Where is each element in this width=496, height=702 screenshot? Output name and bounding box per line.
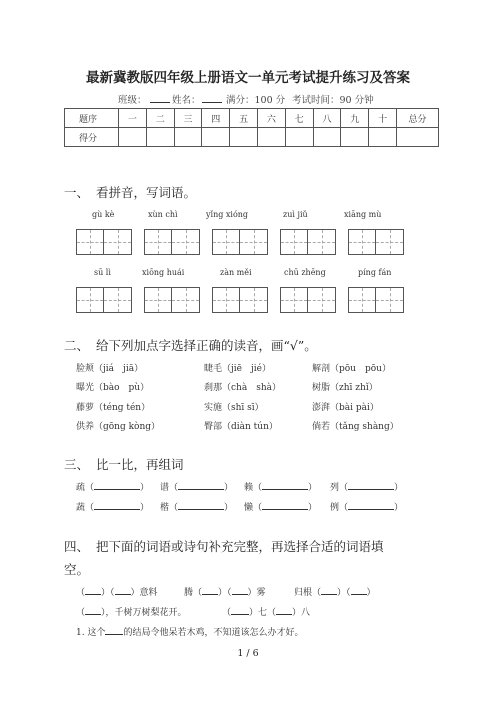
text: ）	[366, 588, 376, 598]
reading-choice[interactable]: 刹那（chà shà）	[204, 383, 281, 393]
text: （	[76, 608, 86, 618]
class-label: 班级：	[118, 95, 147, 106]
score-header-cell: 十	[369, 109, 397, 128]
full-score: 满分：100 分	[226, 95, 286, 106]
text: ）意料	[130, 588, 158, 598]
close-paren: ）	[140, 483, 150, 493]
compare-item	[330, 480, 403, 493]
reading-choice[interactable]: 睫毛（jiē jié）	[204, 364, 271, 374]
section4-title-cont: 空。	[64, 562, 90, 577]
pinyin-label: zàn měi	[220, 268, 252, 277]
exam-time: 考试时间：90 分钟	[292, 95, 374, 106]
answer-blank[interactable]	[348, 509, 394, 510]
text: （	[222, 608, 232, 618]
answer-blank[interactable]	[351, 594, 367, 595]
score-cell[interactable]	[146, 128, 174, 147]
score-header-cell: 九	[341, 109, 369, 128]
writing-grid[interactable]	[212, 229, 268, 255]
compare-char: 例（	[330, 503, 349, 513]
reading-choice[interactable]: 供养（gōng kòng）	[76, 422, 161, 432]
pinyin-label: sū lì	[94, 268, 111, 277]
answer-blank[interactable]	[276, 614, 292, 615]
pinyin-label: xiāng mù	[344, 210, 382, 219]
close-paren: ）	[308, 503, 318, 513]
compare-item	[244, 500, 317, 513]
writing-grid[interactable]	[280, 287, 336, 313]
class-blank[interactable]	[150, 102, 170, 103]
close-paren: ）	[140, 503, 150, 513]
compare-char: 列（	[330, 483, 349, 493]
close-paren: ）	[394, 483, 404, 493]
close-paren: ）	[224, 483, 234, 493]
score-header-cell: 七	[285, 109, 313, 128]
answer-blank[interactable]	[321, 594, 337, 595]
answer-blank[interactable]	[232, 594, 248, 595]
score-cell[interactable]	[202, 128, 230, 147]
score-cell[interactable]	[397, 128, 439, 147]
reading-choice[interactable]: 藤萝（téng tén）	[76, 403, 151, 413]
text: ）（	[101, 588, 115, 598]
score-cell[interactable]	[341, 128, 369, 147]
text: 1. 这个	[76, 628, 106, 638]
compare-item	[330, 500, 403, 513]
pinyin-label: yǐng xióng	[206, 210, 249, 219]
score-header-cell: 八	[313, 109, 341, 128]
page-title: 最新冀教版四年级上册语文一单元考试提升练习及答案	[86, 70, 410, 86]
answer-blank[interactable]	[115, 594, 131, 595]
writing-grid[interactable]	[76, 287, 132, 313]
writing-grid[interactable]	[76, 229, 132, 255]
answer-blank[interactable]	[262, 509, 308, 510]
answer-blank[interactable]	[262, 489, 308, 490]
pinyin-label: píng fán	[358, 268, 392, 277]
reading-choice[interactable]: 臀部（diàn tún）	[204, 422, 278, 432]
answer-blank[interactable]	[85, 614, 101, 615]
score-cell[interactable]	[313, 128, 341, 147]
text: ）（	[337, 588, 351, 598]
section3-number: 三、	[64, 457, 90, 472]
reading-choice[interactable]: 树脂（zhī zhǐ）	[312, 383, 378, 393]
writing-grid[interactable]	[144, 287, 200, 313]
score-cell[interactable]	[230, 128, 258, 147]
score-header-cell: 一	[119, 109, 147, 128]
answer-blank[interactable]	[94, 489, 140, 490]
fill-line	[222, 605, 310, 618]
answer-blank[interactable]	[178, 509, 224, 510]
reading-choice[interactable]: 澎湃（bài pài）	[312, 403, 379, 413]
text: 腾（	[184, 588, 203, 598]
section2-number: 二、	[64, 338, 90, 353]
text: ），千树万树梨花开。	[101, 608, 187, 618]
text: ）（	[218, 588, 232, 598]
compare-char: 蔬（	[76, 503, 95, 513]
compare-item	[160, 480, 233, 493]
answer-blank[interactable]	[202, 594, 218, 595]
section1-title: 看拼音，写词语。	[96, 185, 197, 200]
score-header-cell: 六	[257, 109, 285, 128]
compare-char: 懒（	[244, 503, 263, 513]
fill-line	[76, 605, 187, 618]
answer-blank[interactable]	[94, 509, 140, 510]
answer-blank[interactable]	[178, 489, 224, 490]
text: （	[76, 588, 86, 598]
pinyin-label: gù kè	[92, 210, 115, 219]
text: ）七（	[249, 608, 277, 618]
score-cell[interactable]	[257, 128, 285, 147]
score-header-cell: 二	[146, 109, 174, 128]
score-header-cell: 三	[174, 109, 202, 128]
writing-grid[interactable]	[348, 229, 404, 255]
fill-line	[76, 585, 158, 598]
compare-char: 楷（	[160, 503, 179, 513]
compare-item	[244, 480, 317, 493]
score-table-header-row	[65, 109, 439, 128]
section4-title: 把下面的词语或诗句补充完整，再选择合适的词语填	[96, 539, 384, 554]
close-paren: ）	[394, 503, 404, 513]
reading-choice[interactable]: 实施（shī sī）	[204, 403, 264, 413]
pinyin-label: xiōng huái	[142, 268, 185, 277]
writing-grid[interactable]	[280, 229, 336, 255]
compare-char: 赖（	[244, 483, 263, 493]
pinyin-label: xùn chì	[148, 210, 178, 219]
name-label: 姓名：	[172, 95, 201, 106]
score-table	[64, 108, 439, 147]
section4-number: 四、	[64, 539, 90, 554]
text: 归根（	[294, 588, 322, 598]
score-cell[interactable]	[285, 128, 313, 147]
close-paren: ）	[224, 503, 234, 513]
text: 的结局令他呆若木鸡，不知道该怎么办才好。	[123, 628, 304, 638]
compare-item	[76, 480, 149, 493]
text: ）雾	[247, 588, 266, 598]
page-number: 1 / 6	[237, 648, 259, 659]
section1-number: 一、	[64, 185, 90, 200]
answer-blank[interactable]	[231, 614, 249, 615]
writing-grid[interactable]	[212, 287, 268, 313]
score-row-label: 得分	[65, 128, 119, 147]
reading-choice[interactable]: 脸颊（jiá jiā）	[76, 364, 144, 374]
fill-line	[76, 625, 303, 638]
compare-char: 疏（	[76, 483, 95, 493]
name-blank[interactable]	[202, 102, 222, 103]
reading-choice[interactable]: 解剖（pōu pōu）	[312, 364, 391, 374]
reading-choice[interactable]: 倘若（tǎng shàng）	[312, 422, 399, 432]
score-header-cell: 五	[230, 109, 258, 128]
close-paren: ）	[308, 483, 318, 493]
score-header-cell: 题序	[65, 109, 119, 128]
answer-blank[interactable]	[85, 594, 101, 595]
writing-grid[interactable]	[144, 229, 200, 255]
compare-item	[76, 500, 149, 513]
answer-blank[interactable]	[348, 489, 394, 490]
pinyin-label: zuì jiǔ	[283, 210, 308, 219]
score-table-score-row	[65, 128, 439, 147]
score-cell[interactable]	[119, 128, 147, 147]
answer-blank[interactable]	[105, 634, 123, 635]
score-header-cell: 四	[202, 109, 230, 128]
score-cell[interactable]	[174, 128, 202, 147]
fill-line	[294, 585, 376, 598]
compare-char: 谱（	[160, 483, 179, 493]
text: ）八	[292, 608, 311, 618]
section3-title: 比一比，再组词	[96, 457, 184, 472]
section2-title: 给下列加点字选择正确的读音，画“√”。	[96, 338, 317, 353]
score-header-cell: 总分	[397, 109, 439, 128]
writing-grid[interactable]	[348, 287, 404, 313]
pinyin-label: chū zhēng	[284, 268, 326, 277]
compare-item	[160, 500, 233, 513]
fill-line	[184, 585, 266, 598]
score-cell[interactable]	[369, 128, 397, 147]
reading-choice[interactable]: 曝光（bào pù）	[76, 383, 150, 393]
